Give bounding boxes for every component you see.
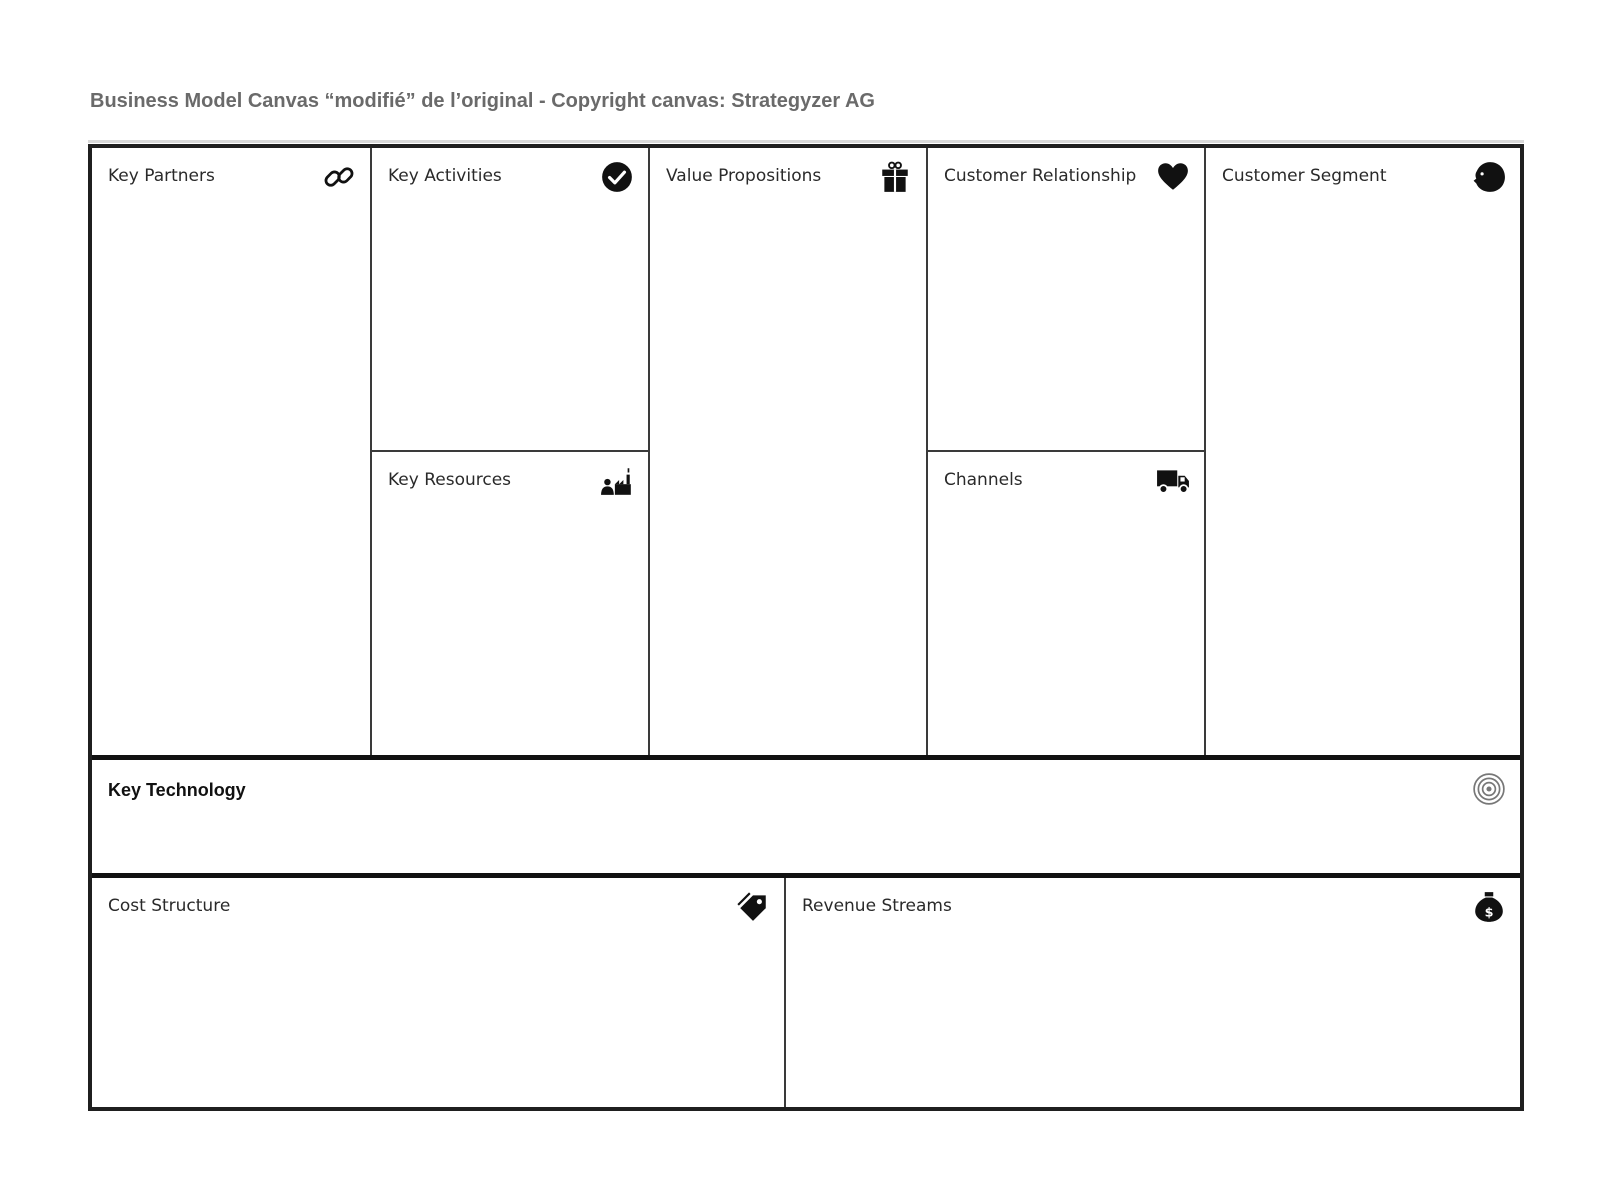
target-icon	[1472, 772, 1506, 806]
title-divider	[88, 140, 1524, 143]
customer-segment-block[interactable]	[1206, 148, 1520, 755]
value-propositions-label: Value Propositions	[666, 166, 822, 186]
key-activities-label: Key Activities	[388, 166, 502, 186]
truck-icon	[1156, 464, 1190, 498]
revenue-streams-label: Revenue Streams	[802, 896, 952, 916]
customer-relationship-block[interactable]	[928, 148, 1204, 450]
channels-label: Channels	[944, 470, 1023, 490]
key-activities-block[interactable]	[372, 148, 648, 450]
check-circle-icon	[600, 160, 634, 194]
cost-structure-label: Cost Structure	[108, 896, 231, 916]
key-resources-label: Key Resources	[388, 470, 512, 490]
price-tag-icon	[736, 890, 770, 924]
key-partners-block[interactable]	[92, 148, 370, 755]
revenue-streams-block[interactable]	[786, 878, 1520, 1107]
customer-segment-label: Customer Segment	[1222, 166, 1387, 186]
key-technology-label: Key Technology	[108, 780, 246, 800]
channels-block[interactable]	[928, 452, 1204, 755]
key-technology-block[interactable]	[92, 755, 1520, 878]
gift-icon	[878, 160, 912, 194]
customer-head-icon	[1472, 160, 1506, 194]
heart-icon	[1156, 160, 1190, 194]
link-icon	[322, 160, 356, 194]
key-resources-block[interactable]	[372, 452, 648, 755]
customer-relationship-label: Customer Relationship	[944, 166, 1137, 186]
page-title: Business Model Canvas “modifié” de l’original - Copyright canvas: Strategyzer AG	[90, 90, 875, 112]
value-propositions-block[interactable]	[650, 148, 926, 755]
resources-icon	[600, 464, 634, 498]
svg-text:$: $	[1484, 905, 1494, 921]
business-model-canvas	[88, 144, 1524, 1111]
cost-structure-block[interactable]	[92, 878, 784, 1107]
money-bag-icon	[1472, 890, 1506, 924]
key-partners-label: Key Partners	[108, 166, 215, 186]
